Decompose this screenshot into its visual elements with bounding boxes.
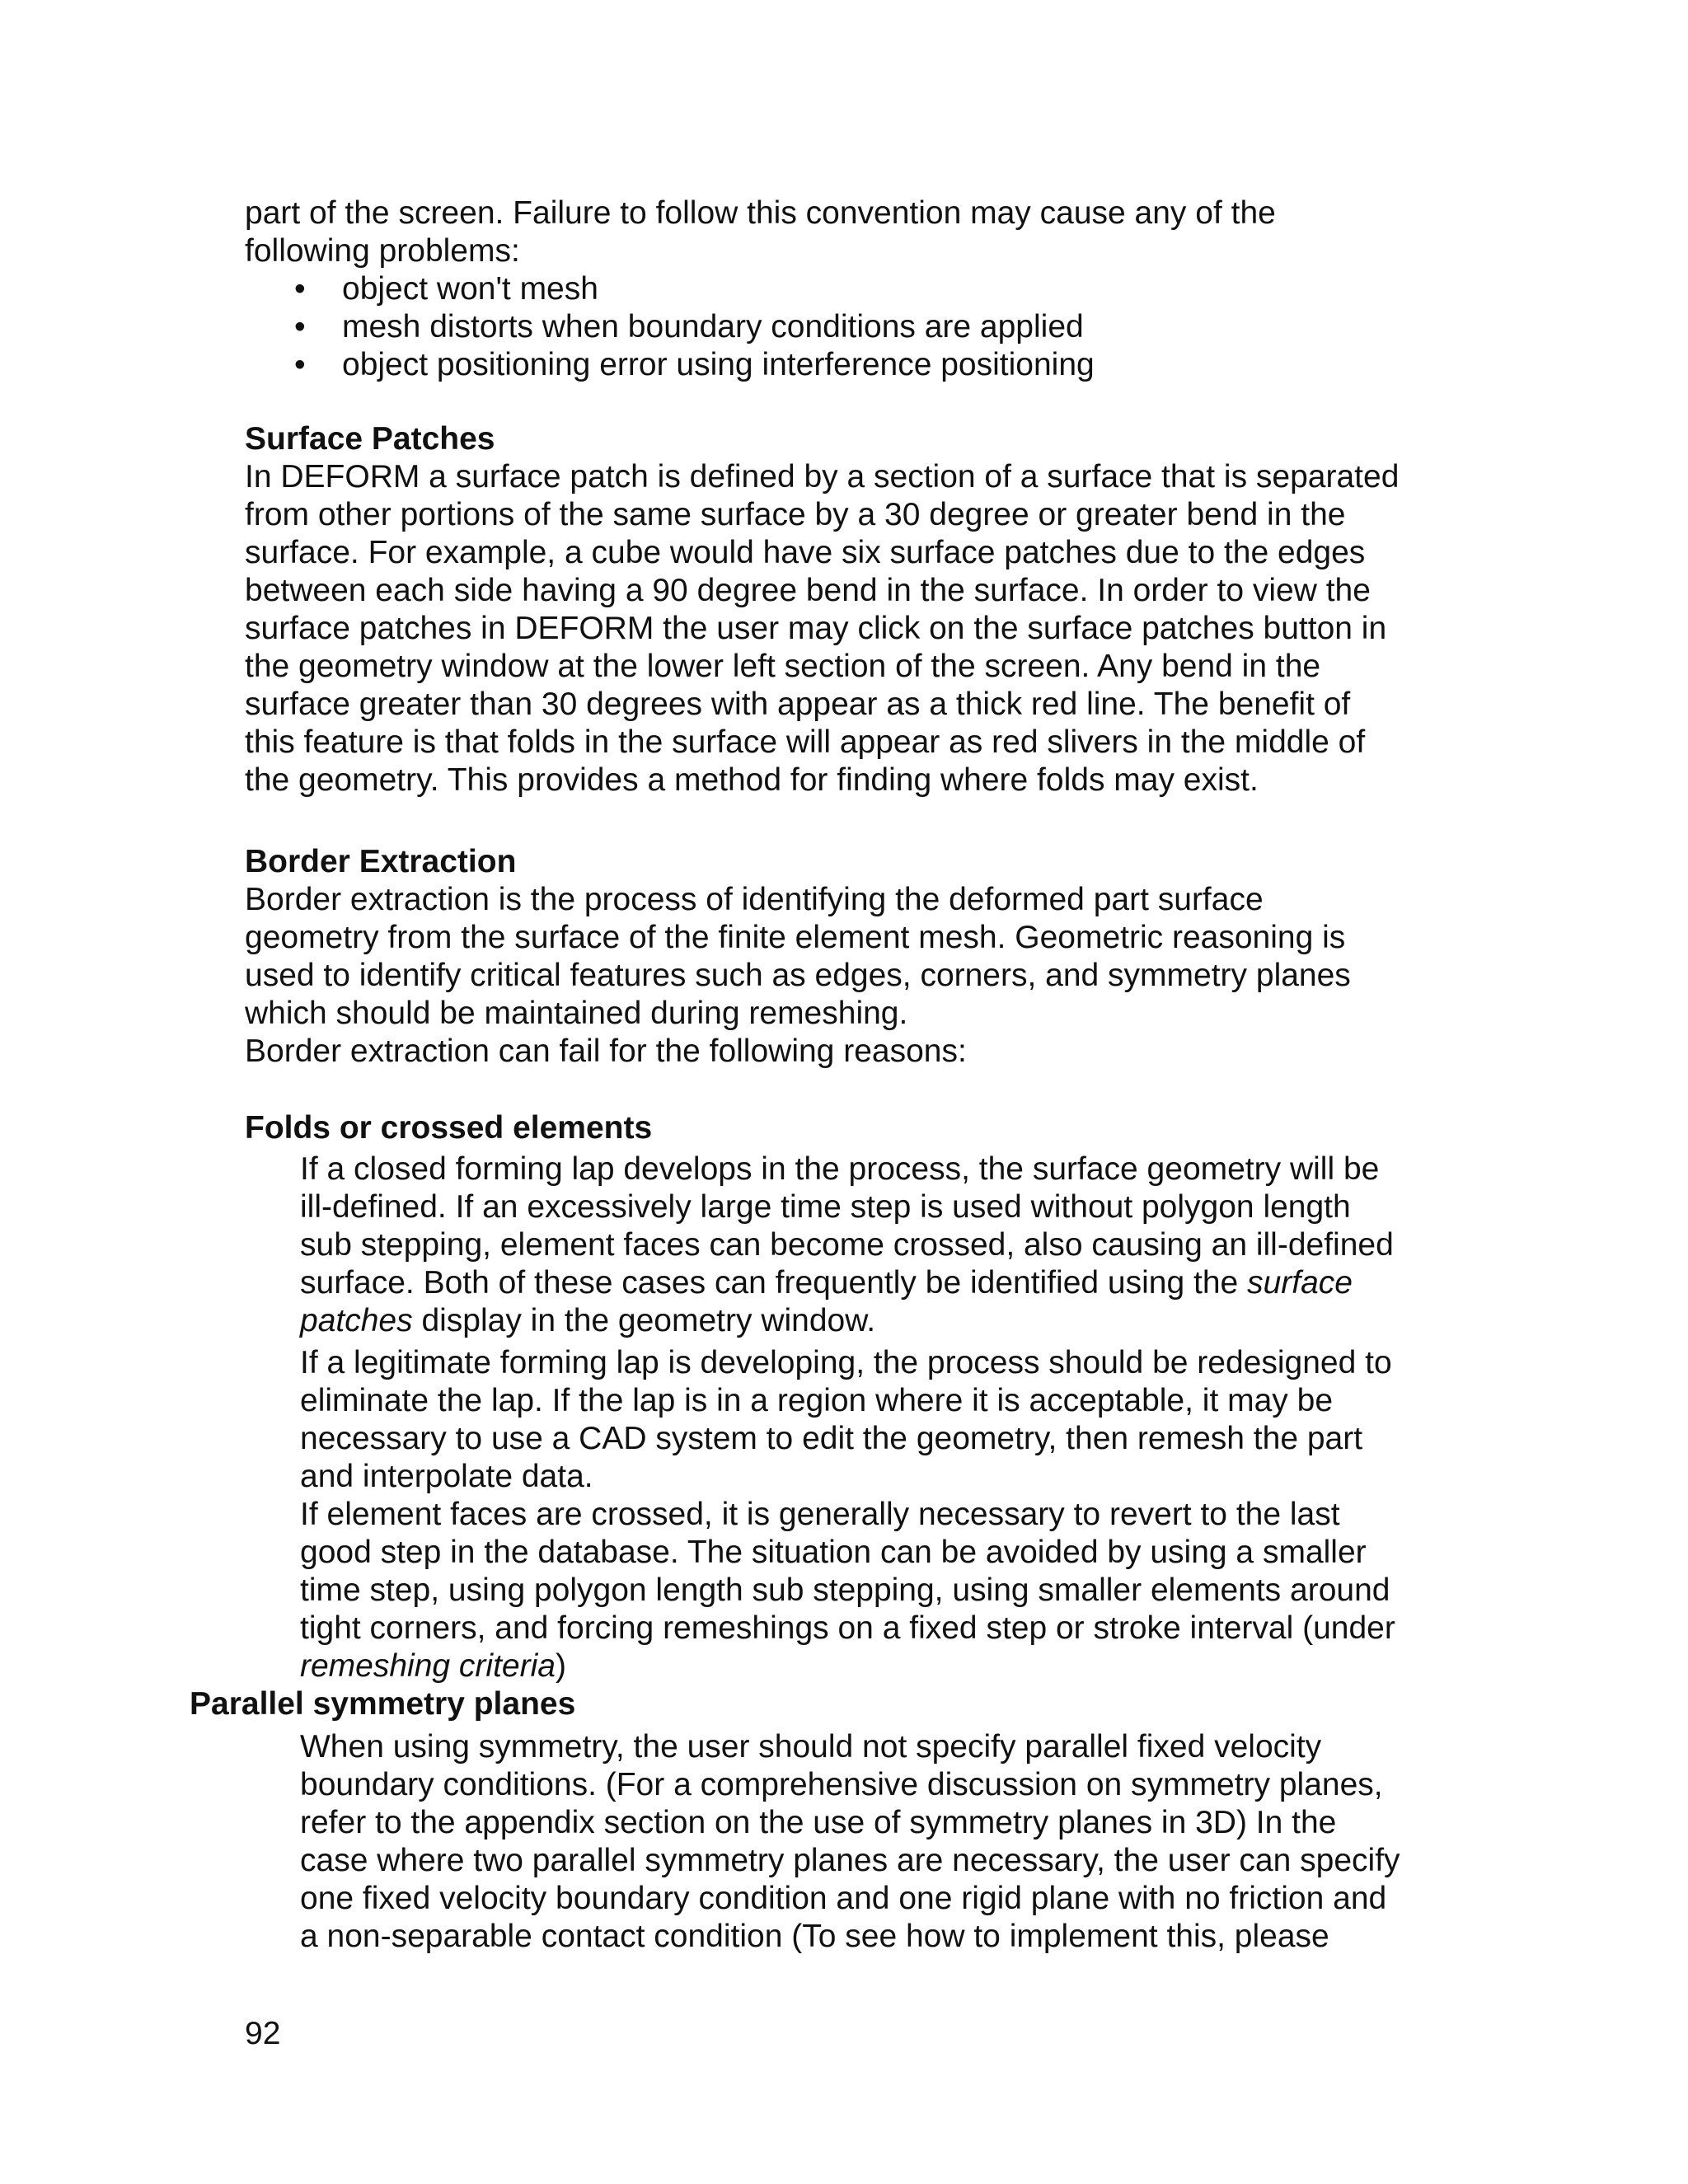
paragraph-line: refer to the appendix section on the use of symmetry planes in 3D) In the bbox=[300, 1805, 1337, 1840]
paragraph-line: boundary conditions. (For a comprehensive discussion on symmetry planes, bbox=[300, 1767, 1383, 1802]
section-heading: Border Extraction bbox=[245, 844, 517, 879]
paragraph-line bbox=[300, 1647, 566, 1685]
paragraph-line: surface patches in DEFORM the user may click on the surface patches button in bbox=[245, 611, 1387, 646]
intro-line: following problems: bbox=[245, 233, 520, 269]
bullet-item: object won't mesh bbox=[342, 271, 598, 307]
text-run: surface. Both of these cases can frequently be identified using the bbox=[300, 1265, 1248, 1301]
paragraph-line: When using symmetry, the user should not specify parallel fixed velocity bbox=[300, 1729, 1322, 1765]
paragraph-line: case where two parallel symmetry planes are necessary, the user can specify bbox=[300, 1843, 1400, 1878]
bullet-icon: • bbox=[294, 309, 306, 344]
section-heading: Folds or crossed elements bbox=[245, 1110, 653, 1146]
paragraph-line: surface greater than 30 degrees with appear as a thick red line. The benefit of bbox=[245, 687, 1351, 722]
paragraph-line: If element faces are crossed, it is generally necessary to revert to the last bbox=[300, 1497, 1340, 1532]
paragraph-line: surface. For example, a cube would have six surface patches due to the edges bbox=[245, 535, 1366, 570]
paragraph-line: good step in the database. The situation can be avoided by using a smaller bbox=[300, 1535, 1367, 1570]
section-heading: Surface Patches bbox=[245, 421, 495, 457]
paragraph-line bbox=[300, 1264, 1353, 1302]
paragraph-line: sub stepping, element faces can become crossed, also causing an ill-defined bbox=[300, 1227, 1394, 1263]
paragraph-line: which should be maintained during remeshing. bbox=[245, 996, 908, 1031]
paragraph-line: necessary to use a CAD system to edit the geometry, then remesh the part bbox=[300, 1421, 1363, 1456]
paragraph-line: geometry from the surface of the finite element mesh. Geometric reasoning is bbox=[245, 920, 1346, 955]
italic-term: remeshing criteria bbox=[300, 1648, 556, 1684]
paragraph-line: used to identify critical features such as edges, corners, and symmetry planes bbox=[245, 958, 1351, 993]
text-run: display in the geometry window. bbox=[412, 1303, 876, 1338]
paragraph-line: this feature is that folds in the surface will appear as red slivers in the middle of bbox=[245, 724, 1366, 760]
paragraph-line: and interpolate data. bbox=[300, 1459, 593, 1494]
paragraph-line: the geometry window at the lower left section of the screen. Any bend in the bbox=[245, 649, 1321, 684]
paragraph-line: the geometry. This provides a method for finding where folds may exist. bbox=[245, 762, 1259, 798]
bullet-item: mesh distorts when boundary conditions are applied bbox=[342, 309, 1084, 344]
paragraph-line: one fixed velocity boundary condition and one rigid plane with no friction and bbox=[300, 1881, 1387, 1916]
paragraph-line: If a closed forming lap develops in the process, the surface geometry will be bbox=[300, 1151, 1380, 1187]
text-run: ) bbox=[555, 1648, 566, 1684]
page-number: 92 bbox=[245, 2016, 281, 2051]
section-heading: Parallel symmetry planes bbox=[190, 1686, 576, 1722]
paragraph-line: ill-defined. If an excessively large time step is used without polygon length bbox=[300, 1189, 1351, 1225]
italic-term: surface bbox=[1247, 1265, 1353, 1301]
paragraph-line: eliminate the lap. If the lap is in a region where it is acceptable, it may be bbox=[300, 1383, 1334, 1418]
paragraph-line bbox=[300, 1302, 875, 1340]
paragraph-line: time step, using polygon length sub stepping, using smaller elements around bbox=[300, 1572, 1390, 1608]
paragraph-line: a non-separable contact condition (To see how to implement this, please bbox=[300, 1919, 1329, 1954]
paragraph-line: Border extraction is the process of identifying the deformed part surface bbox=[245, 882, 1264, 917]
paragraph-line: between each side having a 90 degree bend in the surface. In order to view the bbox=[245, 573, 1371, 608]
bullet-item: object positioning error using interference positioning bbox=[342, 347, 1095, 382]
paragraph-line: If a legitimate forming lap is developing, the process should be redesigned to bbox=[300, 1345, 1392, 1380]
bullet-icon: • bbox=[294, 271, 306, 307]
intro-line: part of the screen. Failure to follow this convention may cause any of the bbox=[245, 195, 1276, 231]
italic-term: patches bbox=[300, 1303, 413, 1338]
paragraph-line: In DEFORM a surface patch is defined by a section of a surface that is separated bbox=[245, 459, 1400, 494]
paragraph-line: from other portions of the same surface by a 30 degree or greater bend in the bbox=[245, 497, 1346, 532]
bullet-icon: • bbox=[294, 347, 306, 382]
paragraph-line: tight corners, and forcing remeshings on a fixed step or stroke interval (under bbox=[300, 1610, 1395, 1646]
paragraph-line: Border extraction can fail for the following reasons: bbox=[245, 1033, 967, 1069]
